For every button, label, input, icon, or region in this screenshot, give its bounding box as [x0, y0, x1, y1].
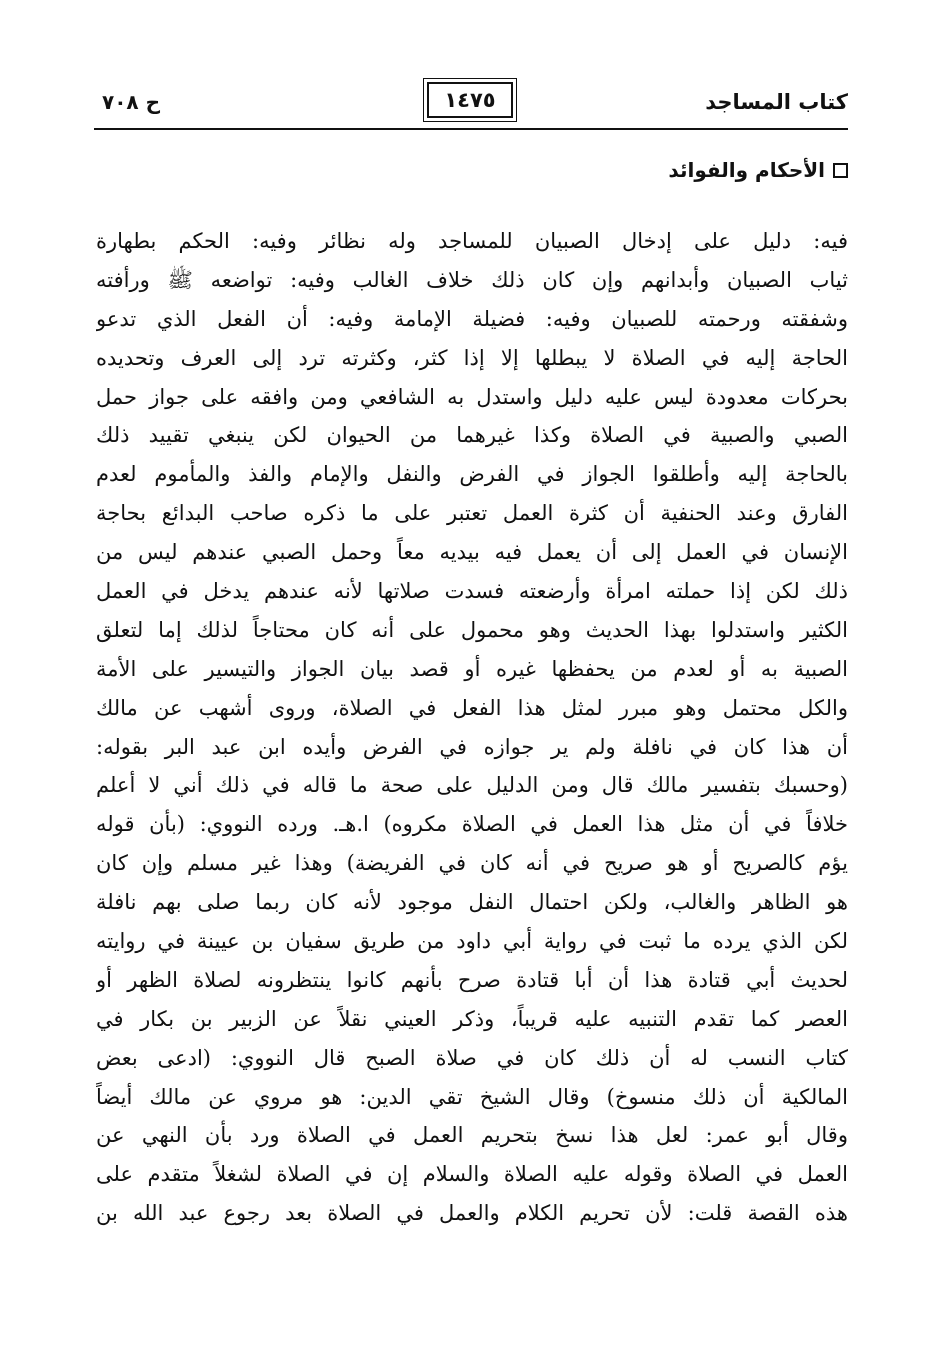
text-line: كتاب النسب له أن ذلك كان في صلاة الصبح قال النووي: (ادعى بعض [96, 1045, 848, 1070]
header-divider [94, 128, 848, 130]
text-line: الصبي والصبية في الصلاة وكذا غيرهما من الحيوان لكن ينبغي تقييد ذلك [96, 423, 848, 448]
text-line: وقال أبو عمر: لعل هذا نسخ بتحريم العمل في الصلاة ورد بأن النهي عن [96, 1123, 848, 1148]
text-line: الحاجة إليه في الصلاة لا يبطلها إلا إذا كثر، وكثرته ترد إلى العرف وتحديده [96, 345, 848, 370]
text-line: الإنسان في العمل إلى أن يعمل فيه بيديه معاً وحمل الصبي عندهم ليس من [96, 540, 848, 565]
text-line: الصبية به أو لعدم من يحفظها غيره أو قصد بيان الجواز والتيسير على الأمة [96, 656, 848, 681]
text-line: ذلك لكن إذا حملته امرأة وأرضعته فسدت صلاتها لأنه عندهم يدخل في العمل [96, 579, 848, 604]
text-line: هو الظاهر والغالب، ولكن احتمال النفل موجود لأنه كان ربما صلى بهم نافلة [96, 890, 848, 915]
text-line: أن هذا كان في نافلة ولم ير جوازه في الفرض وأيده ابن عبد البر بقوله: [96, 734, 848, 759]
section-heading [668, 158, 848, 182]
text-line: بالحاجة إليه وأطلقوا الجواز في الفرض والنفل والإمام والفذ والمأموم لعدم [96, 462, 848, 487]
text-line: خلافاً في أن مثل هذا العمل في الصلاة مكروه) ا.هـ. ورده النووي: (بأن قوله [96, 812, 848, 837]
text-line: فيه: دليل على إدخال الصبيان للمساجد وله نظائر وفيه: الحكم بطهارة [96, 229, 848, 253]
page-header [94, 82, 848, 124]
text-line: الكثير واستدلوا بهذا الحديث وهو محمول على أنه كان محتاجاً لذلك إما لتعلق [96, 617, 848, 642]
text-line: العصر كما تقدم التنبيه عليه قريباً، وذكر العيني نقلاً عن الزبير بن بكار في [96, 1006, 848, 1031]
text-line: والكل محتمل وهو مبرر لمثل هذا الفعل في الصلاة، وروى أشهب عن مالك [96, 695, 848, 720]
page-number: ١٤٧٥ [427, 82, 513, 118]
text-line: المالكية أن ذلك منسوخ) وقال الشيخ تقي الدين: هو مروي عن مالك أيضاً [96, 1084, 848, 1109]
book-title: كتاب المساجد [705, 90, 848, 114]
square-bullet-icon [833, 163, 848, 178]
text-line: وشفقته ورحمته للصبيان وفيه: فضيلة الإمامة وفيه: أن الفعل الذي تدعو [96, 306, 848, 331]
text-line: هذه القصة قلت: لأن تحريم الكلام والعمل في الصلاة بعد رجوع عبد الله بن [96, 1201, 848, 1226]
text-line: يؤم كالصريح أو هو صريح في أنه كان في الفريضة) وهذا غير مسلم وإن كان [96, 851, 848, 876]
text-line: العمل في الصلاة وقوله عليه الصلاة والسلام إن في الصلاة لشغلاً متقدم على [96, 1162, 848, 1187]
body-text [96, 222, 848, 1233]
text-line: بحركات معدودة ليس عليه دليل واستدل به الشافعي ومن وافقه على جواز حمل [96, 384, 848, 409]
text-line: (وحسبك بتفسير مالك قال ومن الدليل على صحة ما قاله في ذلك أني لا أعلم [96, 773, 848, 798]
hadith-reference: ح ٧٠٨ [102, 90, 161, 114]
text-line: لكن الذي يرده ما ثبت في رواية أبي داود من طريق سفيان بن عيينة في روايته [96, 929, 848, 954]
text-line: لحديث أبي قتادة هذا أن أبا قتادة صرح بأنهم كانوا ينتظرونه لصلاة الظهر أو [96, 967, 848, 992]
text-line: الفارق وعند الحنفية أن كثرة العمل تعتبر على ما ذكره صاحب البدائع بحاجة [96, 501, 848, 526]
section-title-text: الأحكام والفوائد [668, 158, 825, 182]
text-line: ثياب الصبيان وأبدانهم وإن كان ذلك خلاف الغالب وفيه: تواضعه ﷺ ورأفته [96, 267, 848, 292]
